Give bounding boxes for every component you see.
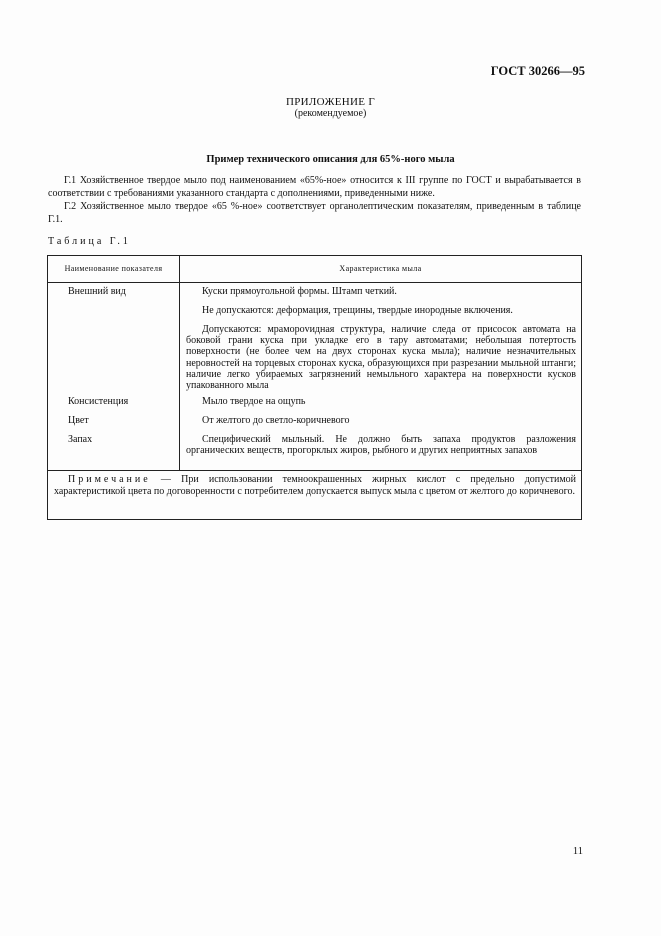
row-name-consistency: Консистенция — [68, 396, 129, 407]
column-divider — [179, 256, 180, 470]
row-name-odor: Запах — [68, 434, 93, 445]
header-divider — [48, 282, 581, 283]
appendix-subtitle: (рекомендуемое) — [294, 108, 367, 119]
appendix-title: ПРИЛОЖЕНИЕ Г — [285, 96, 376, 108]
characteristics-table — [47, 255, 582, 520]
row-desc-odor: Специфический мыльный. Не должно быть запаха продуктов разложения органических веществ, прогорклых жиров, рыбного и других неприятных запахов — [186, 434, 576, 457]
row-desc-color: От желтого до светло-коричневого — [202, 415, 350, 426]
row-name-color: Цвет — [68, 415, 89, 426]
note-text: — При использовании темноокрашенных жирных кислот с предельно допустимой характеристикой цвета по договоренности с потребителем допускается выпуск мыла с цветом от желтого до коричневого. — [54, 474, 576, 497]
paragraph-g1: Г.1 Хозяйственное твердое мыло под наименованием «65%-ное» относится к III группе по ГОСТ и вырабатывается в соответствии с требованиями указанного стандарта с дополнениями, приведенными ниже. — [48, 175, 581, 199]
row-desc-not-allowed: Не допускаются: деформация, трещины, твердые инородные включения. — [202, 305, 513, 316]
table-note — [54, 474, 576, 497]
note-divider — [48, 470, 581, 471]
note-lead: Примечание — [68, 474, 151, 485]
row-name-appearance: Внешний вид — [68, 286, 126, 297]
standard-code: ГОСТ 30266—95 — [490, 64, 585, 78]
header-soap-characteristic: Характеристика мыла — [339, 264, 422, 273]
document-title: Пример технического описания для 65%-ного мыла — [206, 154, 455, 165]
row-desc-appearance: Куски прямоугольной формы. Штамп четкий. — [202, 286, 397, 297]
row-desc-allowed: Допускаются: мрамороvидная структура, наличие следа от присосок автомата на боковой грани куска при укладке его в тару автоматами; небольшая потертость поверхности (не более чем на двух сторонах куска мыла); наличие незначительных неровностей на торцевых сторонах куска, образующихся при разрезании мыльной штанги; наличие легко убираемых загрязнений немыльного характера на поверхности кусков упакованного мыла — [186, 324, 576, 392]
table-caption: Таблица Г.1 — [48, 236, 131, 247]
row-desc-consistency: Мыло твердое на ощупь — [202, 396, 306, 407]
paragraph-g2: Г.2 Хозяйственное мыло твердое «65 %-ное» соответствует органолептическим показателям, приведенным в таблице Г.1. — [48, 201, 581, 225]
header-indicator-name: Наименование показателя — [64, 264, 163, 273]
page-number: 11 — [572, 846, 583, 857]
